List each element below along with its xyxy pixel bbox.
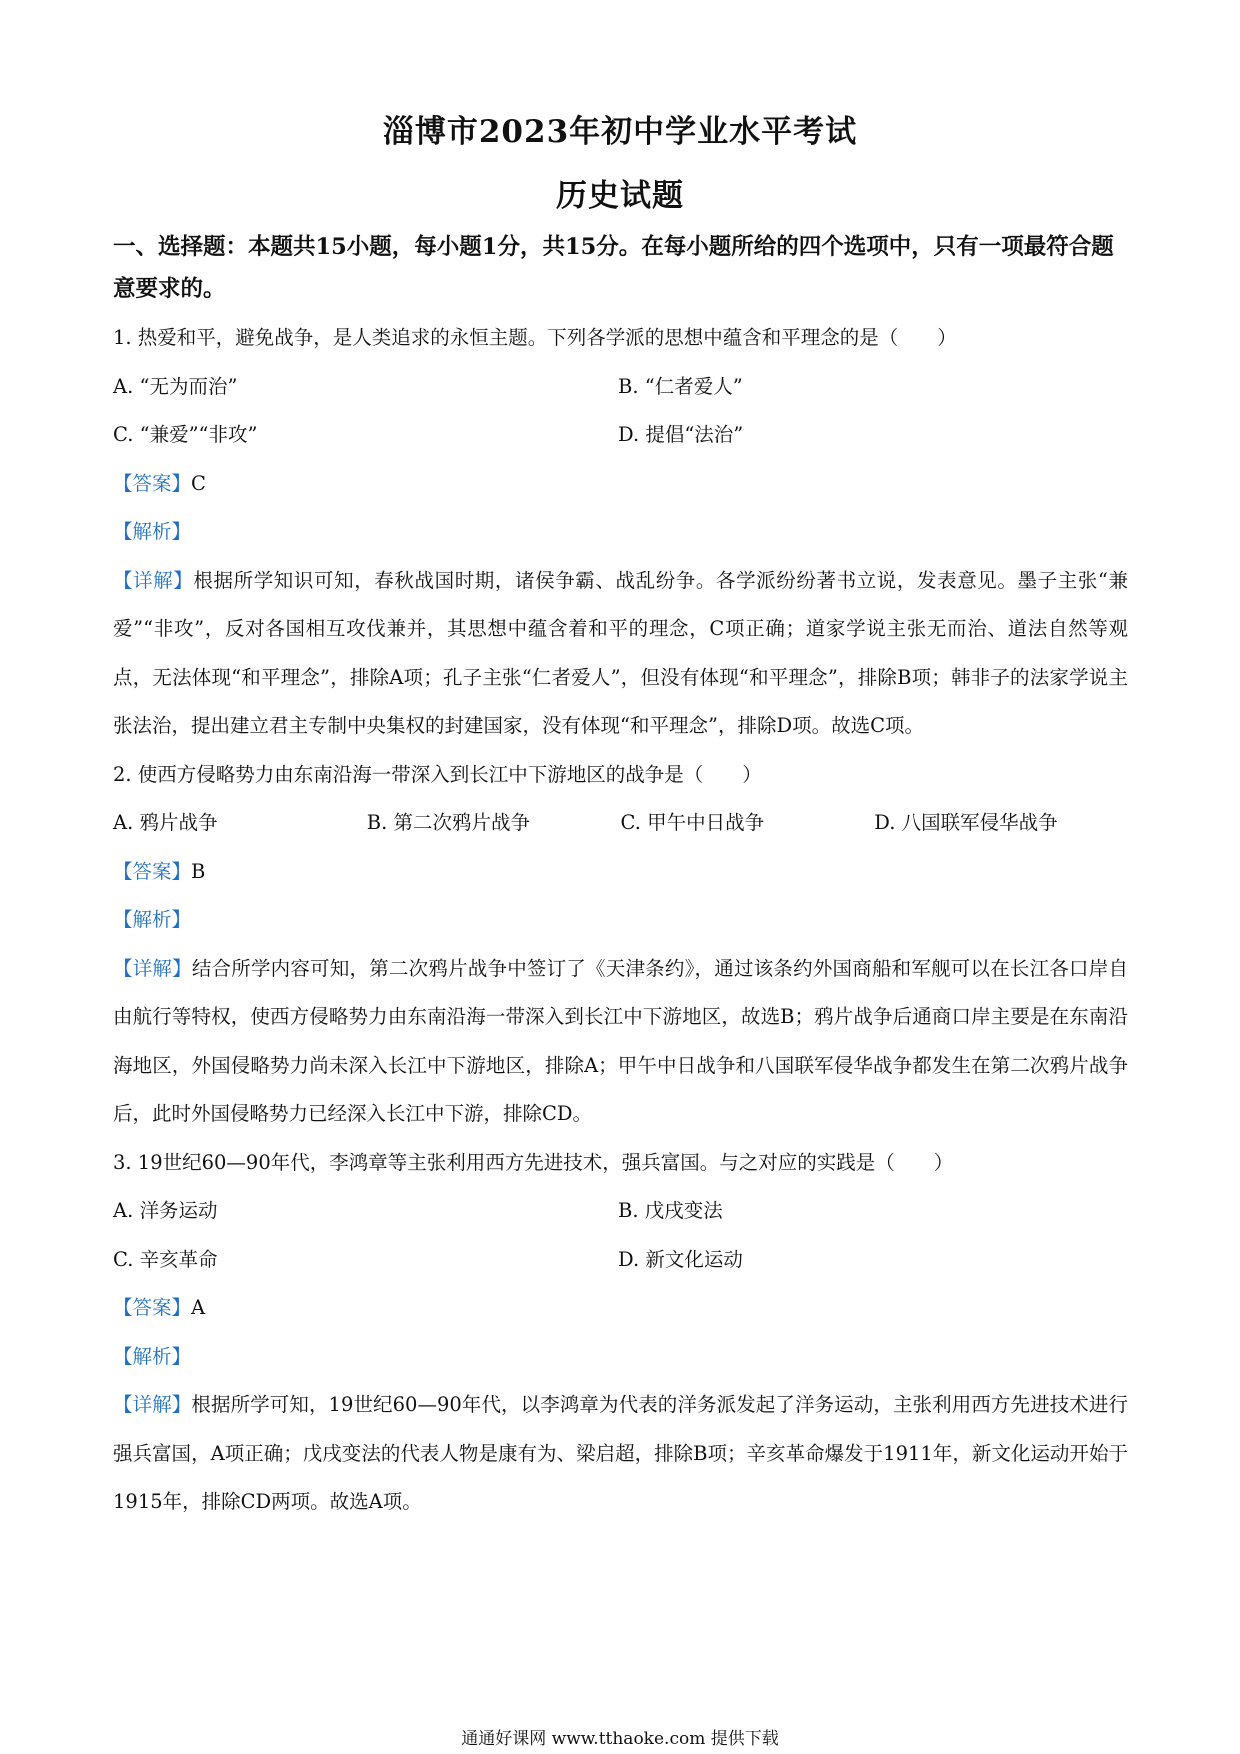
question-stem: 3. 19世纪60—90年代，李鸿章等主张利用西方先进技术，强兵富国。与之对应的实践是（ ） [113,1150,954,1174]
exam-subtitle: 历史试题 [556,178,684,214]
question-stem: 2. 使西方侵略势力由东南沿海一带深入到长江中下游地区的战争是（ ） [113,762,762,786]
detail-text: 结合所学内容可知，第二次鸦片战争中签订了《天津条约》，通过该条约外国商船和军舰可以在长江各口岸自由航行等特权，使西方侵略势力由东南沿海一带深入到长江中下游地区，故选B；鸦片战争后通商口岸主要是在东南沿海地区，外国侵略势力尚未深入长江中下游地区，排除A；甲午中日战争和八国联军侵华战争都发生在第二次鸦片战争后，此时外国侵略势力已经深入长江中下游，排除CD。 [113,956,1128,1125]
option-d: D. 新文化运动 [618,1247,743,1271]
question-3 [113,1139,1128,1527]
option-d: D. 提倡“法治” [618,423,744,446]
detail-paragraph [113,557,1128,751]
answer-tag: 【答案】 [113,859,192,883]
option-d: D. 八国联军侵华战争 [874,811,1058,834]
options-row [113,1236,1128,1285]
option-a: A. 洋务运动 [113,1199,218,1222]
page-footer[interactable]: 通通好课网 www.tthaoke.com 提供下载 [461,1729,779,1749]
option-a: A. “无为而治” [113,374,238,398]
option-a: A. 鸦片战争 [113,811,218,834]
options-row [113,1187,1128,1236]
detail-text: 根据所学可知，19世纪60—90年代，以李鸿章为代表的洋务派发起了洋务运动，主张利用西方先进技术进行强兵富国，A项正确；戊戌变法的代表人物是康有为、梁启超，排除B项；辛亥革命爆发于1911年，新文化运动开始于1915年，排除CD两项。故选A项。 [113,1393,1128,1513]
detail-tag: 【详解】 [113,1393,192,1416]
options-row [113,799,1128,848]
options-row [113,363,1128,412]
option-b: B. 戊戌变法 [618,1199,723,1222]
answer-line [113,1284,1128,1333]
option-c: C. 甲午中日战争 [620,811,765,834]
analysis-line [113,1333,1128,1382]
answer-line [113,460,1128,509]
answer-tag: 【答案】 [113,1296,192,1319]
question-stem: 1. 热爱和平，避免战争，是人类追求的永恒主题。下列各学派的思想中蕴含和平理念的是（ ） [113,326,957,349]
exam-title: 淄博市2023年初中学业水平考试 [382,114,858,150]
option-c: C. 辛亥革命 [113,1247,218,1271]
detail-paragraph [113,945,1128,1139]
analysis-tag: 【解析】 [113,520,192,543]
question-1 [113,314,1128,751]
option-b: B. 第二次鸦片战争 [366,811,530,834]
option-b: B. “仁者爱人” [618,374,743,398]
analysis-line [113,508,1128,557]
analysis-line [113,896,1128,945]
answer-tag: 【答案】 [113,471,192,495]
detail-tag: 【详解】 [113,956,192,980]
detail-tag: 【详解】 [113,568,194,592]
answer-value: C [191,471,206,495]
detail-paragraph [113,1381,1128,1527]
answer-value: B [191,859,206,883]
answer-line [113,848,1128,897]
section-heading: 一、选择题：本题共15小题，每小题1分，共15分。在每小题所给的四个选项中，只有一项最符合题意要求的。 [113,234,1114,302]
analysis-tag: 【解析】 [113,1344,192,1368]
question-2 [113,751,1128,1139]
detail-text: 根据所学知识可知，春秋战国时期，诸侯争霸、战乱纷争。各学派纷纷著书立说，发表意见。墨子主张“兼爱”“非攻”，反对各国相互攻伐兼并，其思想中蕴含着和平的理念，C项正确；道家学说主张无而治、道法自然等观点，无法体现“和平理念”，排除A项；孔子主张“仁者爱人”，但没有体现“和平理念”，排除B项；韩非子的法家学说主张法治，提出建立君主专制中央集权的封建国家，没有体现“和平理念”，排除D项。故选C项。 [113,568,1128,737]
options-row [113,411,1128,460]
option-c: C. “兼爱”“非攻” [113,423,258,446]
analysis-tag: 【解析】 [113,908,192,931]
answer-value: A [191,1296,206,1319]
exam-content [113,226,1128,1527]
